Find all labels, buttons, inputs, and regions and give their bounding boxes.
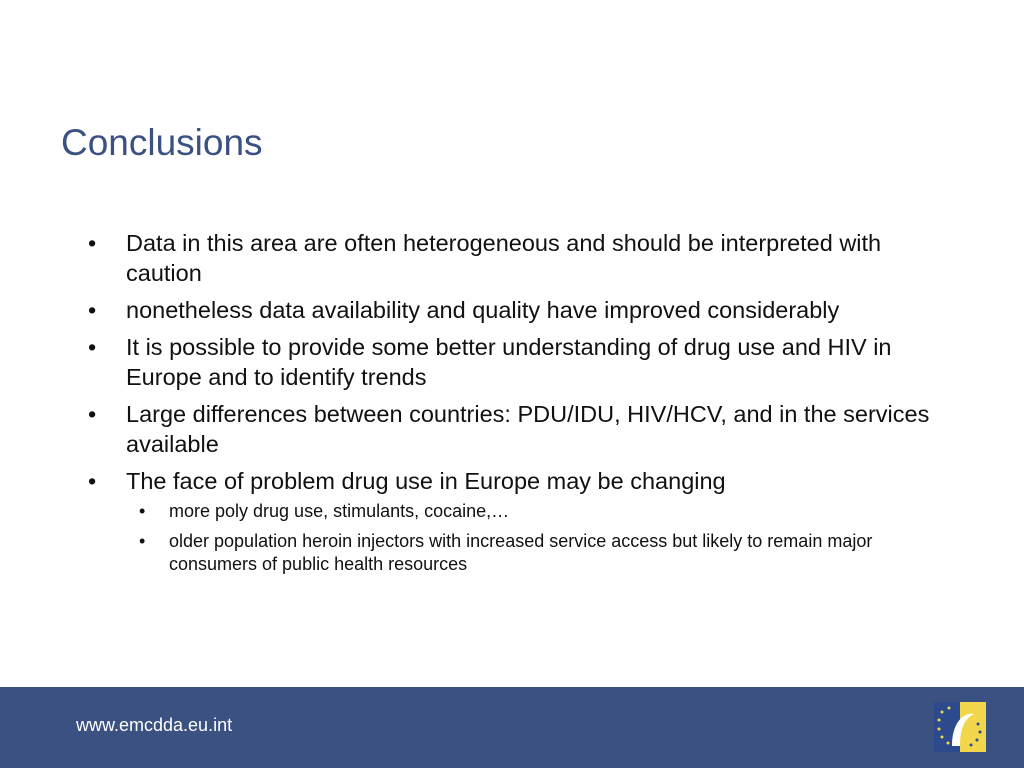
- sub-bullet-item: [139, 500, 938, 523]
- slide-title: Conclusions: [61, 122, 263, 163]
- bullet-text: Data in this area are often heterogeneous and should be interpreted with caution: [126, 230, 882, 286]
- footer-bar: [0, 687, 1024, 768]
- bullet-text: It is possible to provide some better understanding of drug use and HIV in Europe and to identify trends: [126, 334, 892, 390]
- sub-bullet-dot: •: [139, 501, 146, 521]
- footer-url: www.emcdda.eu.int: [76, 715, 233, 735]
- sub-bullet-dot: •: [139, 531, 146, 551]
- bullet-dot: •: [88, 230, 97, 256]
- bullet-text: The face of problem drug use in Europe may be changing: [126, 468, 726, 494]
- sub-bullet-text: older population heroin injectors with increased service access but likely to remain major consumers of public health resources: [169, 531, 873, 574]
- bullet-item: [88, 466, 938, 576]
- bullet-text: nonetheless data availability and quality have improved considerably: [126, 297, 840, 323]
- bullet-text: Large differences between countries: PDU/IDU, HIV/HCV, and in the services available: [126, 401, 930, 457]
- bullet-dot: •: [88, 334, 97, 360]
- bullet-dot: •: [88, 297, 97, 323]
- bullet-item: [88, 399, 938, 459]
- emcdda-logo-icon: [934, 702, 986, 752]
- bullet-item: [88, 295, 938, 325]
- bullet-list: [88, 228, 938, 583]
- bullet-item: [88, 332, 938, 392]
- bullet-dot: •: [88, 401, 97, 427]
- bullet-dot: •: [88, 468, 97, 494]
- sub-bullet-item: [139, 530, 938, 576]
- bullet-item: [88, 228, 938, 288]
- sub-bullet-text: more poly drug use, stimulants, cocaine,…: [169, 501, 510, 521]
- sub-bullet-list: [126, 500, 938, 576]
